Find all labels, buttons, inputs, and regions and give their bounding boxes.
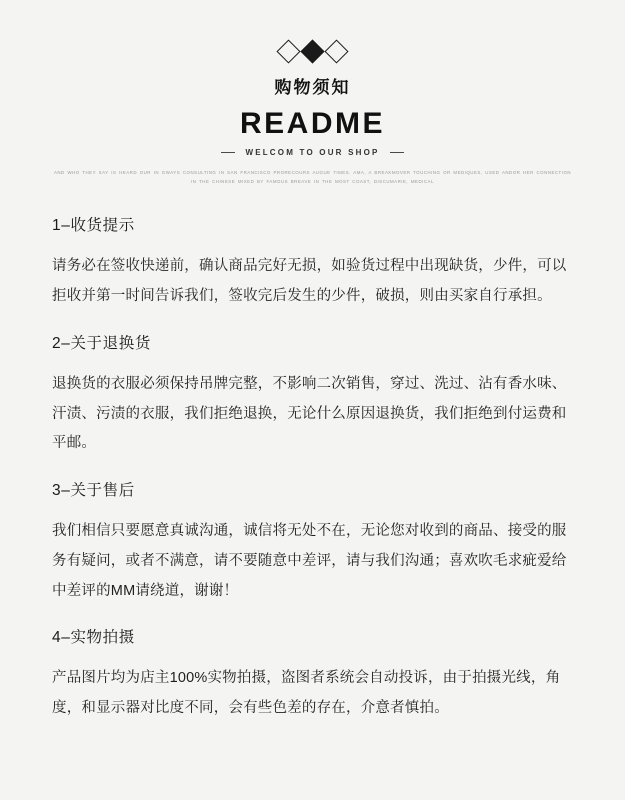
section-title: 4–实物拍摄: [52, 629, 135, 647]
page-title-cn: 购物须知: [274, 78, 351, 97]
section-body: 请务必在签收快递前，确认商品完好无损，如验货过程中出现缺货，少件，可以拒收并第一时间告诉我们，签收完后发生的少件，破损，则由买家自行承担。: [52, 258, 567, 304]
page-header: [0, 0, 625, 186]
section-body: 退换货的衣服必须保持吊牌完整，不影响二次销售，穿过、洗过、沾有香水味、汗渍、污渍的衣服，我们拒绝退换，无论什么原因退换货，我们拒绝到付运费和平邮。: [52, 375, 567, 452]
diamond-outline-icon: [324, 39, 348, 63]
page-title-en: README: [239, 107, 385, 141]
diamond-filled-icon: [300, 39, 324, 63]
section-after-sales: [52, 481, 573, 606]
rule-right: [390, 152, 404, 153]
header-fineprint: AND WHO THEY SAY IS HEARD OUR IN GWAYS CONSULTING IN SAN FRANCISCO PRORECOURS AUGUE TIMES. AMA, A BREAKMOVER TOUCHING OR MEDIQUES, USED ANDOR HER CONNECTION IN THE CHINESE MIXED BY FAMOUS BREAVE IN THE MOST COAST, DISCUMARIE, MEDICAL: [53, 170, 572, 184]
section-real-photos: [52, 628, 573, 724]
rule-left: [221, 152, 235, 153]
readme-sections: [0, 216, 625, 724]
section-title: 3–关于售后: [52, 481, 135, 499]
subtitle-row: [0, 148, 625, 157]
page-subtitle: WELCOM TO OUR SHOP: [245, 148, 380, 158]
section-title: 2–关于退换货: [52, 334, 151, 352]
diamond-outline-icon: [276, 39, 300, 63]
diamond-ornament: [0, 38, 625, 64]
section-title: 1–收货提示: [52, 217, 135, 235]
section-body: 我们相信只要愿意真诚沟通，诚信将无处不在，无论您对收到的商品、接受的服务有疑问，或者不满意，请不要随意中差评，请与我们沟通；喜欢吹毛求疵爱给中差评的MM请绕道，谢谢！: [52, 523, 567, 599]
section-receiving: [52, 216, 573, 312]
section-body: 产品图片均为店主100%实物拍摄，盗图者系统会自动投诉，由于拍摄光线，角度，和显示器对比度不同，会有些色差的存在，介意者慎拍。: [52, 670, 561, 717]
section-returns: [52, 334, 573, 459]
